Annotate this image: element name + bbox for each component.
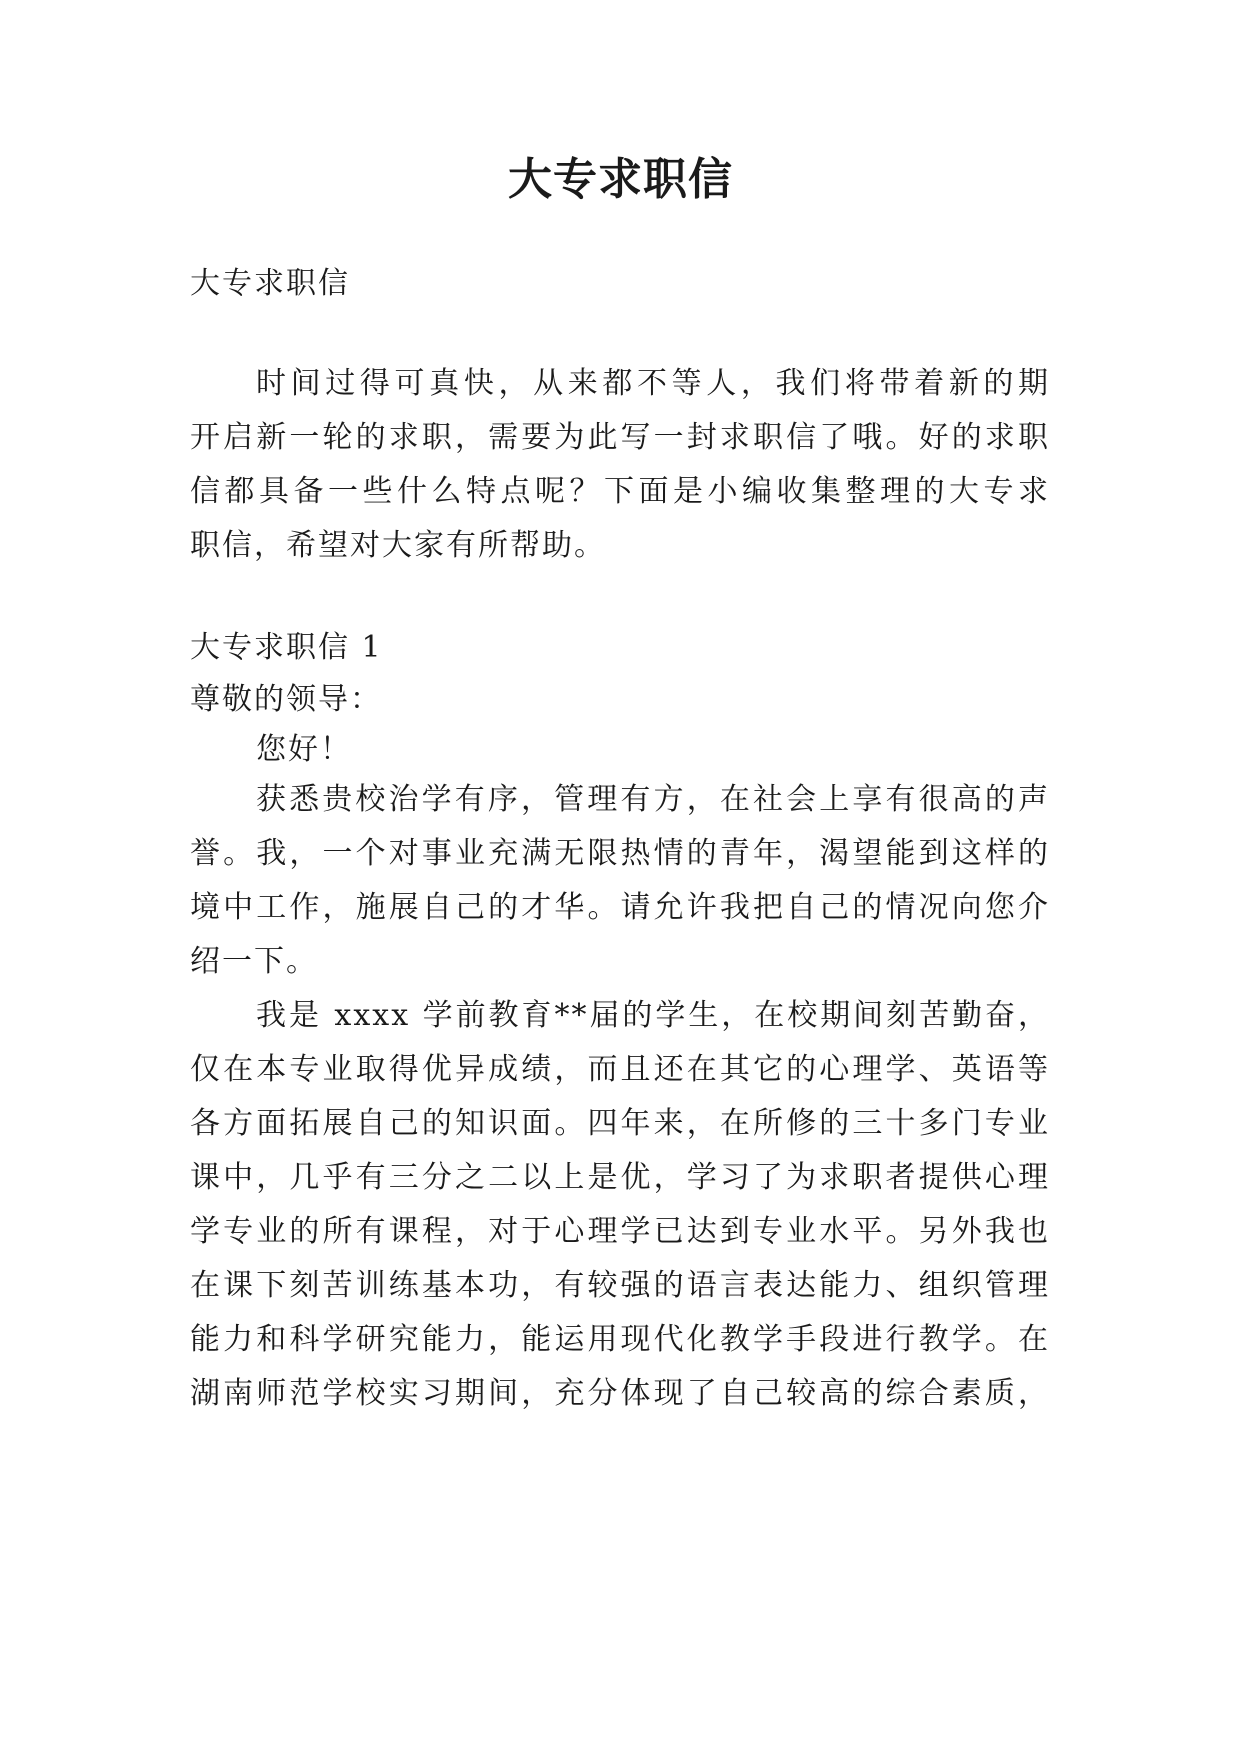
body-line: 绍一下。 bbox=[190, 944, 318, 979]
subtitle-line: 大专求职信 bbox=[190, 266, 350, 301]
salutation: 尊敬的领导： bbox=[190, 682, 382, 717]
body-line: 能力和科学研究能力，能运用现代化教学手段进行教学。在 bbox=[190, 1322, 1050, 1357]
body-line: 在课下刻苦训练基本功，有较强的语言表达能力、组织管理 bbox=[190, 1268, 1050, 1303]
body-line: 职信，希望对大家有所帮助。 bbox=[190, 528, 606, 563]
body-line: 仅在本专业取得优异成绩，而且还在其它的心理学、英语等 bbox=[190, 1052, 1050, 1087]
body-line: 我是 xxxx 学前教育**届的学生，在校期间刻苦勤奋， bbox=[256, 998, 1050, 1033]
body-line: 信都具备一些什么特点呢？下面是小编收集整理的大专求 bbox=[190, 474, 1050, 509]
greeting: 您好！ bbox=[256, 732, 352, 767]
body-line: 境中工作，施展自己的才华。请允许我把自己的情况向您介 bbox=[190, 890, 1050, 925]
body-line: 课中，几乎有三分之二以上是优，学习了为求职者提供心理 bbox=[190, 1160, 1050, 1195]
document-title: 大专求职信 bbox=[508, 154, 733, 205]
body-line: 湖南师范学校实习期间，充分体现了自己较高的综合素质， bbox=[190, 1376, 1050, 1411]
body-line: 时间过得可真快，从来都不等人，我们将带着新的期 bbox=[256, 366, 1050, 401]
body-line: 开启新一轮的求职，需要为此写一封求职信了哦。好的求职 bbox=[190, 420, 1050, 455]
body-line: 学专业的所有课程，对于心理学已达到专业水平。另外我也 bbox=[190, 1214, 1050, 1249]
body-line: 各方面拓展自己的知识面。四年来，在所修的三十多门专业 bbox=[190, 1106, 1050, 1141]
body-line: 誉。我，一个对事业充满无限热情的青年，渴望能到这样的 bbox=[190, 836, 1050, 871]
body-line: 获悉贵校治学有序，管理有方，在社会上享有很高的声 bbox=[256, 782, 1050, 817]
section-heading: 大专求职信 1 bbox=[190, 630, 383, 665]
